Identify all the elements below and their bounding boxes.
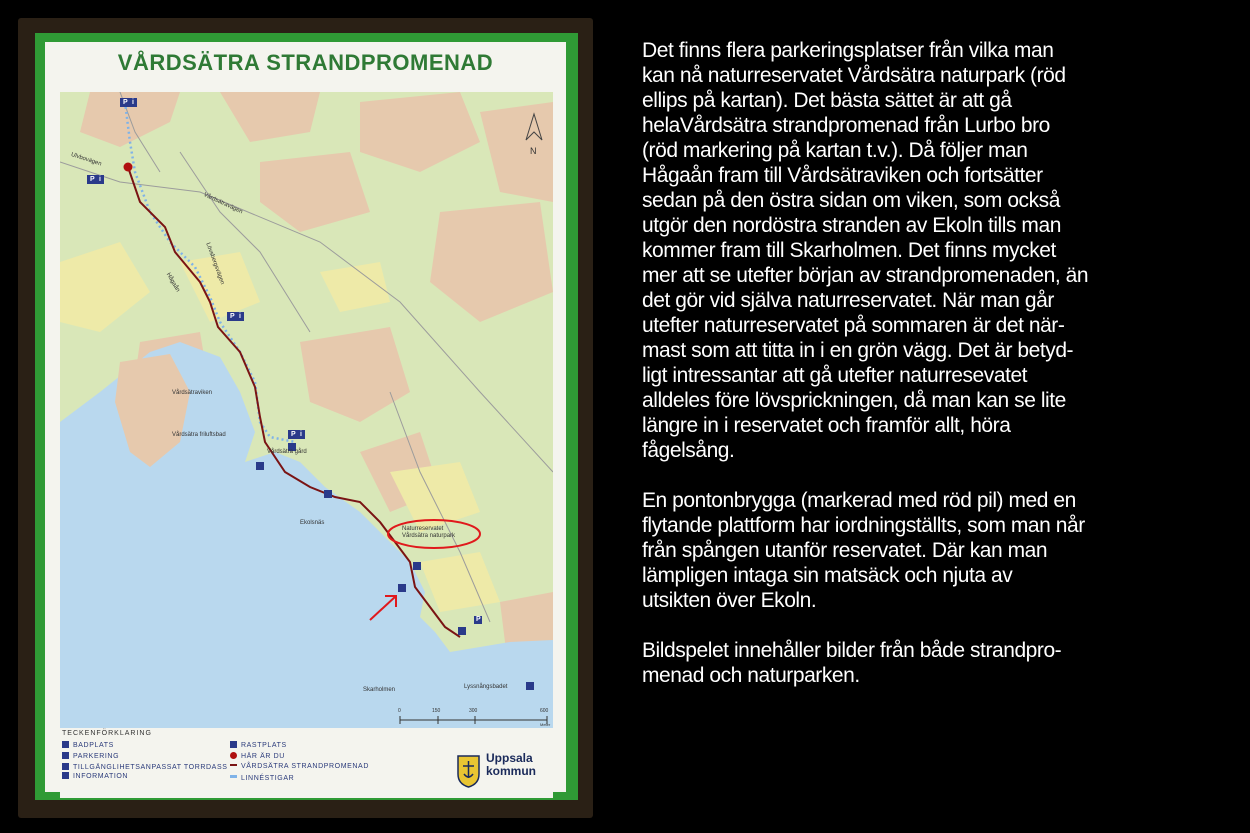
info-icon: i [300,431,302,438]
logo-line-2: kommun [486,764,537,778]
legend-item: VÅRDSÄTRA STRANDPROMENAD [230,763,369,770]
trail-map [60,92,553,728]
scale-label: 150 [432,708,441,714]
parking-icon: P [230,313,235,320]
islet-label: Skarholmen [363,687,396,693]
scale-label: 300 [469,708,478,714]
logo-text [486,752,536,778]
point-label: Ekolsnäs [300,520,325,526]
map-graphic [60,92,553,728]
parking-icon [62,752,69,759]
sign-title: VÅRDSÄTRA STRANDPROMENAD [117,50,494,75]
info-icon: i [132,99,134,106]
info-icon: i [99,176,101,183]
legend-item: TILLGÄNGLIHETSANPASSAT TORRDASS [62,763,228,771]
legend-item: PARKERING [62,752,119,760]
description-paragraph: Det finns flera parkeringsplatser från vilka man kan nå naturreservatet Vårdsätra naturpark (röd ellips på kartan). Det bästa sättet är att gå helaVårdsätra strandpromenad från Lurbo bro (röd markering på kartan t.v.). Då följer man Hågaån fram till Vårdsätraviken och fortsätter sedan på den östra sidan om viken, som också utgör den nordöstra stranden av Ekoln tills man kommer fram till Skarholmen. Det finns mycket mer att se utefter början av strandpromenaden, än det gör vid själva naturreservatet. När man går utefter naturreservatet på sommaren är det när- mast som att titta in i en grön vägg. Det är betyd- ligt intressantar att gå utefter naturresevatet alldeles före lövsprickningen, då man kan se lite längre in i reservatet och framför allt, höra fågelsång. [642,39,1089,462]
swim-icon [62,741,69,748]
legend-item: BADPLATS [62,741,114,749]
north-label: N [530,146,537,156]
toilet-icon [62,763,69,770]
road-label: Lövsbergsvägen [204,242,226,286]
parking-icon: P [123,99,128,106]
bay-label: Vårdsätraviken [172,390,213,396]
road-label: Ulvbovägen [70,152,103,168]
legend-item: HÄR ÄR DU [230,752,285,760]
trail-icon [230,764,237,766]
scale-label: 600 [540,708,549,714]
linne-trail-icon [230,775,237,778]
here-icon [230,752,237,759]
info-icon: i [239,313,241,320]
scale-label: 0 [398,708,401,714]
description-paragraph: En pontonbrygga (markerad med röd pil) med en flytande plattform har iordningställts, som man når från spången utanför reservatet. Där kan man lämpligen intaga sin matsäck och njuta av utsikten över Ekoln. [642,489,1085,612]
legend-title: TECKENFÖRKLARING [62,730,152,737]
farm-label: Vårdsätra gård [267,449,307,455]
reserve-label: Naturreservatet Vårdsätra naturpark [402,526,456,539]
here-marker-icon [124,163,133,172]
parking-icon: P [90,176,95,183]
scale-unit-label: Meter [540,722,551,727]
road-label: Vårdsätravägen [202,192,244,216]
legend-item: LINNÉSTIGAR [230,775,294,782]
logo-line-1: Uppsala [486,751,533,765]
bath-label: Vårdsätra friluftsbad [172,432,226,438]
description-paragraph: Bildspelet innehåller bilder från både strandpro- menad och naturparken. [642,639,1062,687]
parking-icon: P [476,616,481,623]
rest-icon [230,741,237,748]
description-text [642,38,1222,713]
info-icon [62,772,69,779]
lyss-label: Lyssnångsbadet [464,684,508,690]
legend-item: INFORMATION [62,772,128,780]
parking-icon: P [291,431,296,438]
river-label: Hågaån [164,272,181,294]
legend-item: RASTPLATS [230,741,287,749]
